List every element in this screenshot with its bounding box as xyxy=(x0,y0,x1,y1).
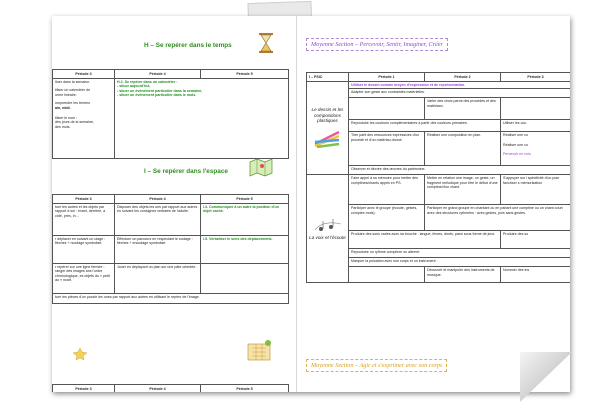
cell-ms: Mettre en relation une image, un geste, un fragment mélodique pour être le début d'une comptine/d'un chant. xyxy=(425,175,501,205)
cell-i-r3c3 xyxy=(201,264,289,294)
header-cell: Période 5 xyxy=(201,385,289,393)
header-cell: Période 4 xyxy=(115,385,201,393)
label-voix: La voix et l'écoute xyxy=(307,175,349,283)
cell-ms: Varier des choix parmi des procédés et des matériaux. xyxy=(425,98,501,120)
section-ms2-title: Moyenne Section – Agir et s'exprimer avec son corps xyxy=(306,359,447,372)
cell-ms-r1: Adapter son geste aux contraintes matérielles. xyxy=(349,89,571,98)
cell-ms: Produire des so xyxy=(501,231,571,249)
header-cell: Période 3 xyxy=(53,195,115,204)
document-page xyxy=(52,16,570,392)
header-cell: Période 3 xyxy=(501,73,571,82)
cell-i-r1c3: I.4. Communiquer à un autre la position d'un objet caché. xyxy=(201,204,289,236)
cell-ms: Observer et décrire des œuvres du patrimoine. xyxy=(349,166,571,175)
cell-ms: Marquer la pulsation avec son corps et un instrument. xyxy=(349,258,571,267)
header-cell: Période 3 xyxy=(53,385,115,393)
cell-ms: S'appuyer sur l spécificité d'un pour favoriser s mémorisation xyxy=(501,175,571,205)
column-divider xyxy=(296,16,297,392)
cell-i-r2c1: r déplacer en suivant un ulage : flèches + ncodage symbolisé. xyxy=(53,236,115,264)
cell-ms-intro: Utiliser le dessin comme moyen d'expression et de représentation. xyxy=(349,82,571,89)
cell-ms: Réaliser une co Réaliser une co Percevoir en volu xyxy=(501,132,571,166)
cell-i-r1c2: Disposer des objets les uns par rapport aux autres en suivant les consignes verbales de l'adulte. xyxy=(115,204,201,236)
cell-ms: Réaliser une composition en plan. xyxy=(425,132,501,166)
cell-i-r2c3: I.5. Verbaliser le sens des déplacements. xyxy=(201,236,289,264)
cell-ms: Tirer parti des ressources expressives d'un procédé et d'un matériau donné. xyxy=(349,132,425,166)
cell-i-r3c2: Jouer en déplaçant un plan sur une pâte orientée. xyxy=(115,264,201,294)
cell-ms: Utiliser les cou xyxy=(501,120,571,132)
cell-ms: Reproduire les couleurs complémentaires à partir des couleurs primaires. xyxy=(349,120,501,132)
cell-ms xyxy=(501,98,571,120)
cell-ms: Participer avec le groupe (écoute, gestes, comptes mots). xyxy=(349,205,425,231)
cell-h-p4: H.2. Se repérer dans un calendrier : - situer aujourd'hui, - situer un événement particulier dans la semaine, - situer un événement particulier dans le mois. xyxy=(115,79,289,159)
header-cell: Période 5 xyxy=(201,195,289,204)
header-cell: Période 3 xyxy=(53,70,115,79)
table-h xyxy=(52,69,289,159)
table-i xyxy=(52,194,289,304)
table-bottom-left xyxy=(52,384,289,392)
cell-ms: Reproduire un rythme complexe ou alterné. xyxy=(349,249,571,258)
section-i-title: I – Se repérer dans l'espace xyxy=(144,168,228,175)
cell-ms: Découvrir et manipuler des instruments de musique. xyxy=(425,267,501,283)
corner-cell: I – PSIC xyxy=(307,73,349,82)
crayons-icon xyxy=(313,128,343,148)
table-ms xyxy=(306,72,570,283)
cell-i-r3c1: r repérer sur une ligne fermée : ranger des images ans l'ordre chronologique, es objets du « petit au » ncart. xyxy=(53,264,115,294)
cell-i-r2c2: Effectuer un parcours en respectant le codage : flèches + encodage symbolisé. xyxy=(115,236,201,264)
header-cell: Période 4 xyxy=(115,70,201,79)
cell-ms: Faire appel à sa mémoire pour mettre des comptines/chants appris en PS. xyxy=(349,175,425,205)
star-icon xyxy=(72,347,88,361)
map-icon xyxy=(248,156,274,178)
cell-ms xyxy=(349,267,425,283)
cell-ms: Nommer des ins xyxy=(501,267,571,283)
cell-h-p3: ituer dans la semaine. tiliser un calendrier de orme linéaire. omprendre les termes ain, midi. tiliser le nom : des jours de la semaine, des mois. xyxy=(53,79,115,159)
header-cell: Période 1 xyxy=(349,73,425,82)
music-notes-icon xyxy=(313,218,343,234)
cell-i-r4: tuer les pièces d'un puzzle les unes par rapport aux autres en utilisant le repère de l'image. xyxy=(53,294,289,304)
cell-ms: Produire des sons variés avec sa bouche : langue, lèvres, dents, paroi sous forme de jeux. xyxy=(349,231,501,249)
cell-ms: Participer en grand groupe en chantant ou en parlant une comptine ou un chant court avec des structures rythmées : avec gestes, puis sans gestes. xyxy=(425,205,571,231)
header-cell: Période 5 xyxy=(201,70,289,79)
cell-i-r1c1: tuer les autres et les objets par rapport à soi : evant, derrière, à côté, près, in… xyxy=(53,204,115,236)
hourglass-icon xyxy=(258,32,274,54)
section-h-title: H – Se repérer dans le temps xyxy=(144,42,232,49)
cell-ms xyxy=(349,98,425,120)
section-ms-title: Moyenne Section – Percevoir, Sentir, Imaginer, Créer xyxy=(306,38,448,51)
board-game-icon xyxy=(246,338,274,364)
header-cell: Période 2 xyxy=(425,73,501,82)
label-dessin: Le dessin et les compositions plastiques xyxy=(307,82,349,175)
header-cell: Période 4 xyxy=(115,195,201,204)
